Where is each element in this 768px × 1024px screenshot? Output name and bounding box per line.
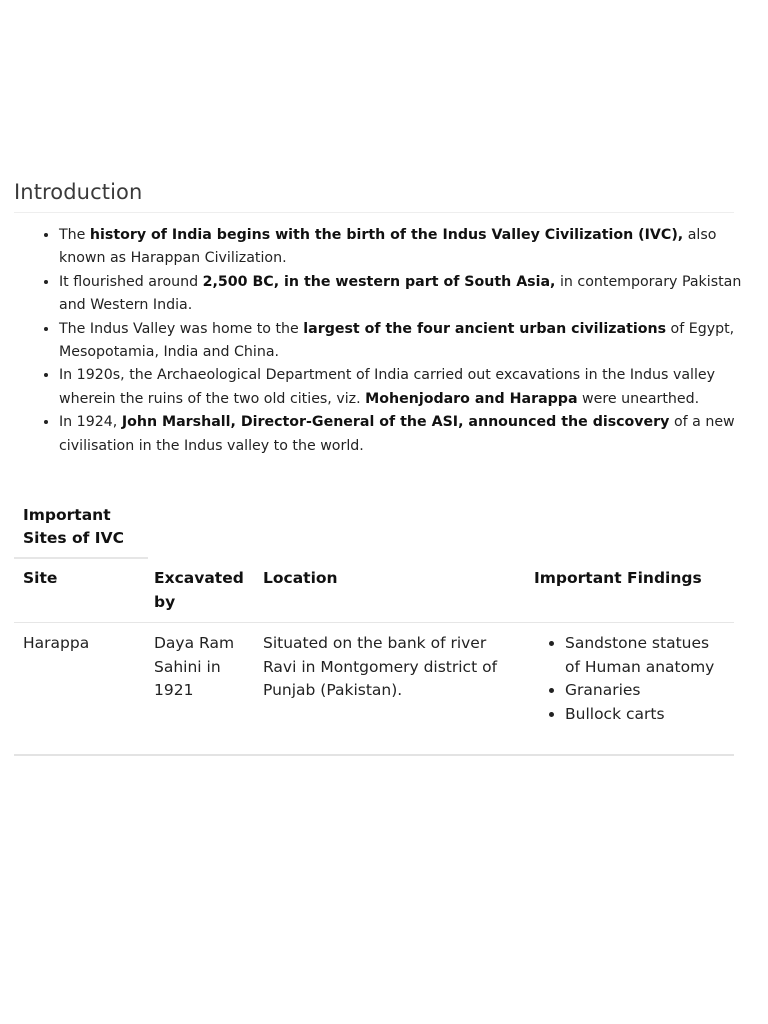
bullet-text: In 1920s, the Archaeological Department of India carried out excavations in the Indus valley wherein the ruins of the two old cities, viz.: [59, 367, 716, 407]
bullet-bold-text: history of India begins with the birth of the Indus Valley Civilization (IVC),: [89, 227, 684, 243]
bullet-item: [59, 271, 759, 318]
bullet-text: were unearthed.: [577, 390, 700, 407]
bullet-bold-text: 2,500 BC, in the western part of South Asia,: [202, 273, 556, 290]
bullet-bold-text: John Marshall, Director-General of the ASI, announced the discovery: [121, 414, 670, 431]
table-row: [14, 623, 734, 756]
column-header-location: Location: [254, 559, 525, 623]
bullet-bold-text: Mohenjodaro and Harappa: [365, 390, 578, 407]
bullet-text: of Egypt, Mesopotamia, India and China.: [59, 320, 735, 361]
finding-item: • Bullock carts: [565, 703, 725, 727]
table-header-row: [14, 559, 734, 623]
bullet-text: The: [59, 227, 90, 243]
section-heading-introduction: Introduction: [14, 180, 143, 204]
bullet-item: [59, 224, 759, 271]
bullet-item: [59, 411, 759, 458]
column-header-important-findings: Important Findings: [525, 559, 734, 623]
findings-list: [534, 632, 725, 726]
bullet-text: In 1924,: [59, 414, 122, 431]
finding-item: • Granaries: [565, 679, 725, 703]
table-caption: Important Sites of IVC: [23, 506, 124, 547]
bullet-item: [59, 318, 759, 365]
finding-item: • Sandstone statues of Human anatomy: [565, 632, 725, 679]
bullet-text: in contemporary Pakistan and Western India.: [59, 273, 742, 314]
cell-site: Harappa: [14, 623, 145, 756]
important-sites-table: [14, 559, 734, 756]
bullet-text: also known as Harappan Civilization.: [59, 227, 717, 267]
bullet-text: The Indus Valley was home to the: [59, 320, 304, 337]
cell-location: Situated on the bank of river Ravi in Montgomery district of Punjab (Pakistan).: [254, 623, 525, 756]
introduction-bullet-list: [36, 224, 759, 458]
heading-divider: [14, 212, 734, 213]
bullet-text: It flourished around: [59, 273, 203, 290]
cell-important-findings: [525, 623, 734, 756]
bullet-bold-text: largest of the four ancient urban civilizations: [303, 320, 667, 337]
column-header-site: Site: [14, 559, 145, 623]
column-header-excavated-by: Excavated by: [145, 559, 254, 623]
bullet-text: of a new civilisation in the Indus valley to the world.: [59, 414, 735, 454]
bullet-item: [59, 364, 759, 411]
cell-excavated-by: Daya Ram Sahini in 1921: [145, 623, 254, 756]
